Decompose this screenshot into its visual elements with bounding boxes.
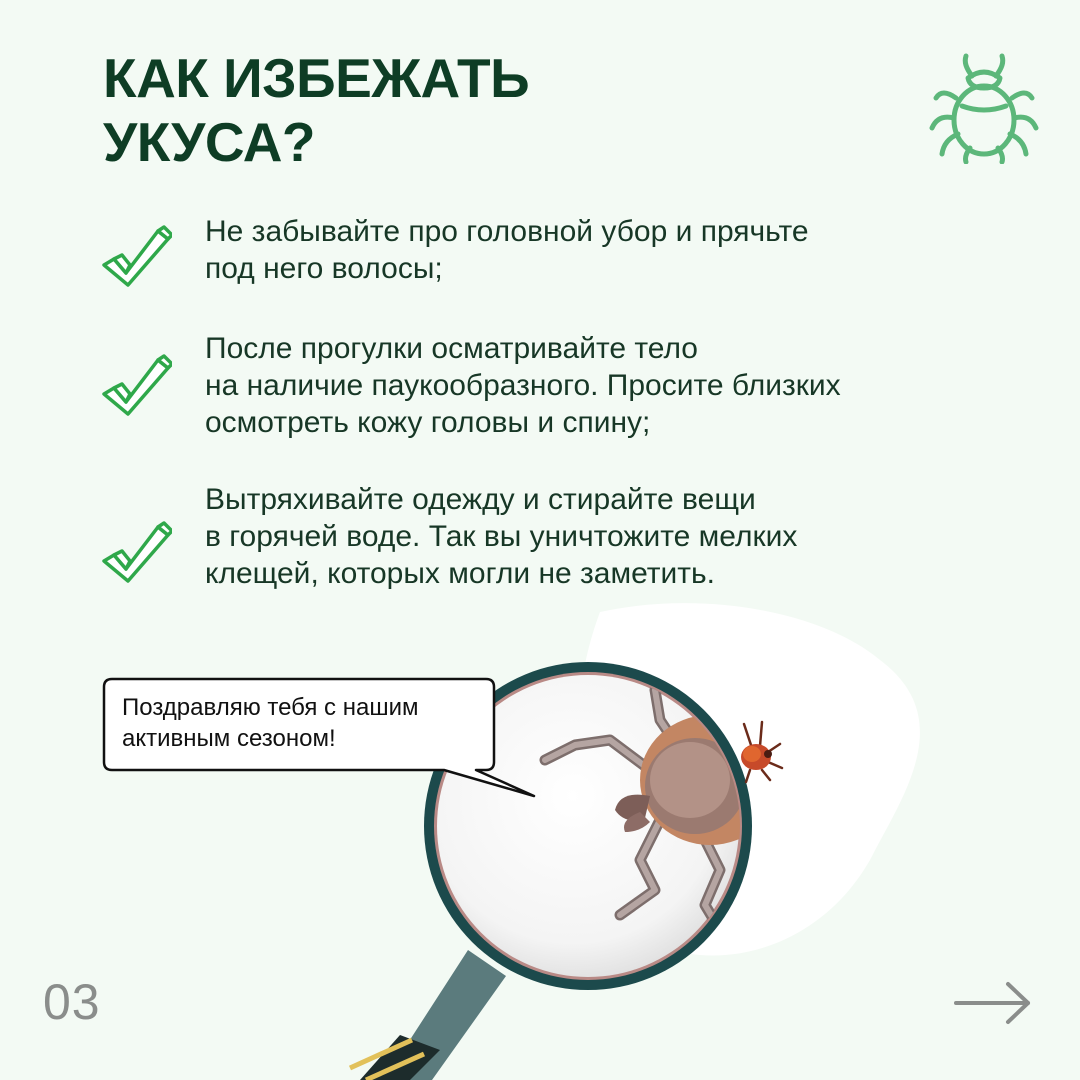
tip-line: в горячей воде. Так вы уничтожите мелких [205,520,798,553]
tip-line: Не забывайте про головной убор и прячьте [205,215,809,248]
title-line-1: КАК ИЗБЕЖАТЬ [103,47,530,109]
tip-line: Вытряхивайте одежду и стирайте вещи [205,483,756,516]
tip-line: осмотреть кожу головы и спину; [205,406,651,439]
speech-line-2: активным сезоном! [122,725,336,752]
title-line-2: УКУСА? [103,111,316,173]
speech-bubble-text [122,692,492,754]
tip-line: клещей, которых могли не заметить. [205,557,715,590]
small-tick-illustration [741,722,782,782]
speech-line-1: Поздравляю тебя с нашим [122,694,419,721]
page-number: 03 [43,974,101,1030]
tip-line: на наличие паукообразного. Просите близких [205,369,841,402]
tip-line: После прогулки осматривайте тело [205,332,698,365]
arrow-right-icon[interactable] [952,978,1036,1028]
tip-line: под него волосы; [205,252,443,285]
